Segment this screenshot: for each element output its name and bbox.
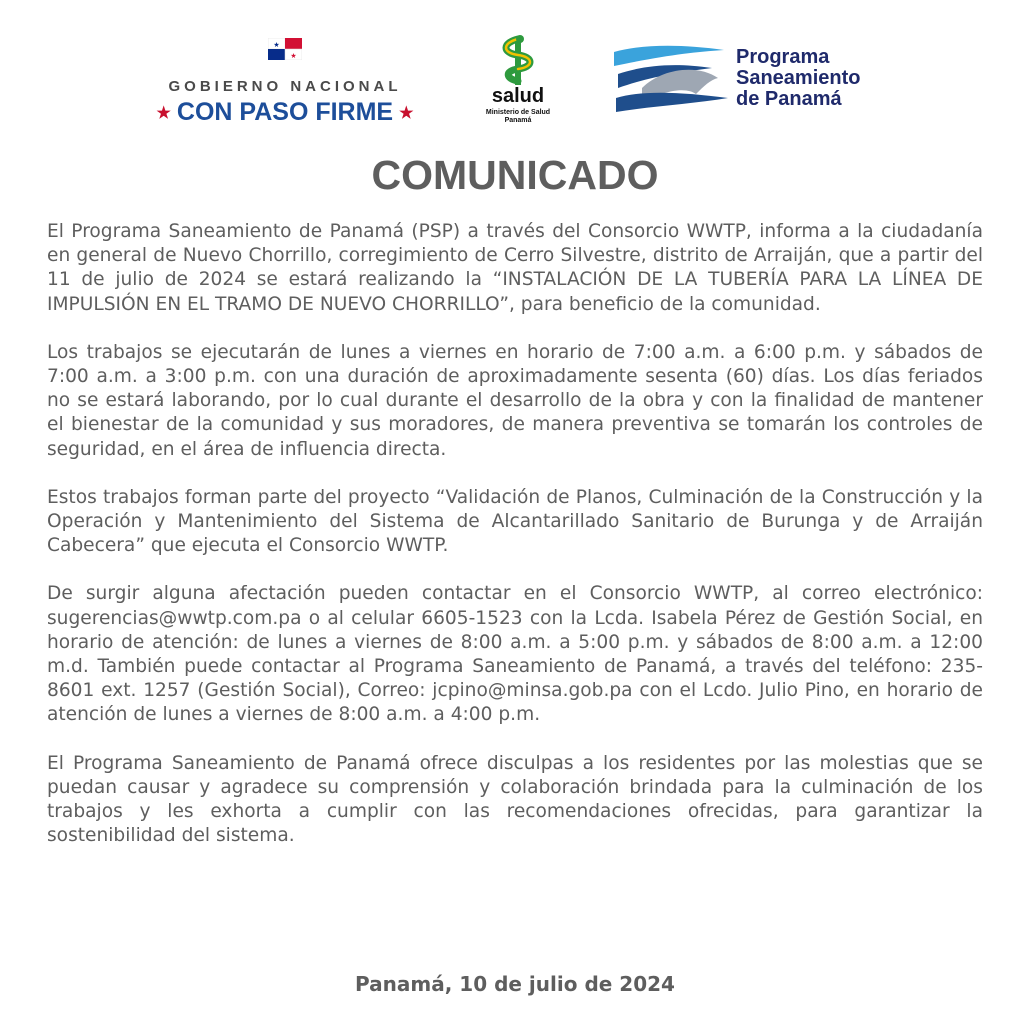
star-icon: ★ bbox=[399, 105, 414, 123]
con-paso-firme-text bbox=[140, 98, 430, 127]
header-logos bbox=[0, 28, 1030, 128]
salud-sub-line1: Ministerio de Salud bbox=[485, 109, 551, 116]
dolphin-wave-icon bbox=[612, 44, 732, 114]
gobierno-nacional-logo bbox=[140, 38, 430, 128]
communique-body bbox=[47, 220, 983, 872]
svg-text:★: ★ bbox=[290, 52, 297, 60]
paragraph-3: Estos trabajos forman parte del proyecto “Validación de Planos, Culminación de la Construcción y la Operación y Mantenimiento del Sistema de Alcantarillado Sanitario de Burunga y de Arraiján Cabecera” que ejecuta el Consorcio WWTP. bbox=[47, 486, 983, 557]
paragraph-1: El Programa Saneamiento de Panamá (PSP) a través del Consorcio WWTP, informa a la ciudadanía en general de Nuevo Chorrillo, corregimiento de Cerro Silvestre, distrito de Arraiján, que a partir del 11 de julio de 2024 se estará realizando la “INSTALACIÓN DE LA TUBERÍA PARA LA LÍNEA DE IMPULSIÓN EN EL TRAMO DE NUEVO CHORRILLO”, para beneficio de la comunidad. bbox=[47, 221, 983, 315]
date-line: Panamá, 10 de julio de 2024 bbox=[355, 972, 675, 996]
programa-saneamiento-logo bbox=[612, 40, 902, 120]
salud-sub-line2: Panamá bbox=[504, 117, 532, 124]
psp-line3: de Panamá bbox=[736, 88, 842, 110]
salud-word: salud bbox=[491, 85, 545, 107]
psp-name bbox=[736, 47, 860, 110]
paragraph-4: De surgir alguna afectación pueden contactar en el Consorcio WWTP, al correo electrónico: sugerencias@wwtp.com.pa o al celular 6605-1523 con la Lcda. Isabela Pérez de Gestión Social, en horario de atención: de lunes a viernes de 8:00 a.m. a 5:00 p.m. y sábados de 8:00 a.m. a 12:00 m.d. También puede contactar al Programa Saneamiento de Panamá, a través del teléfono: 235-8601 ext. 1257 (Gestión Social), Correo: jcpino@minsa.gob.pa con el Lcdo. Julio Pino, en horario de atención de lunes a viernes de 8:00 a.m. a 4:00 p.m. bbox=[47, 583, 983, 726]
paragraph-5: El Programa Saneamiento de Panamá ofrece disculpas a los residentes por las molestias que se puedan causar y agradece su comprensión y colaboración brindada para la culminación de los trabajos y les exhorta a cumplir con las recomendaciones ofrecidas, para garantizar la sostenibilidad del sistema. bbox=[47, 752, 983, 847]
caduceus-icon bbox=[478, 33, 558, 87]
paragraph-2: Los trabajos se ejecutarán de lunes a viernes en horario de 7:00 a.m. a 6:00 p.m. y sábados de 7:00 a.m. a 3:00 p.m. con una duración de aproximadamente sesenta (60) días. Los días feriados no se estará laborando, por lo cual durante el desarrollo de la obra y con la finalidad de mantener el bienestar de la comunidad y sus moradores, de manera preventiva se tomarán los controles de seguridad, en el área de influencia directa. bbox=[47, 341, 983, 460]
ministerio-salud-text bbox=[478, 109, 558, 125]
minsa-salud-logo bbox=[478, 33, 558, 128]
panama-flag-icon bbox=[268, 38, 302, 60]
psp-line2: Saneamiento bbox=[736, 67, 861, 89]
psp-line1: Programa bbox=[736, 46, 830, 68]
page-title: COMUNICADO bbox=[371, 152, 659, 198]
star-icon: ★ bbox=[156, 105, 171, 123]
gobierno-nacional-text: GOBIERNO NACIONAL bbox=[168, 78, 402, 95]
con-paso-firme-label: CON PASO FIRME bbox=[176, 98, 394, 126]
svg-text:★: ★ bbox=[273, 41, 280, 49]
